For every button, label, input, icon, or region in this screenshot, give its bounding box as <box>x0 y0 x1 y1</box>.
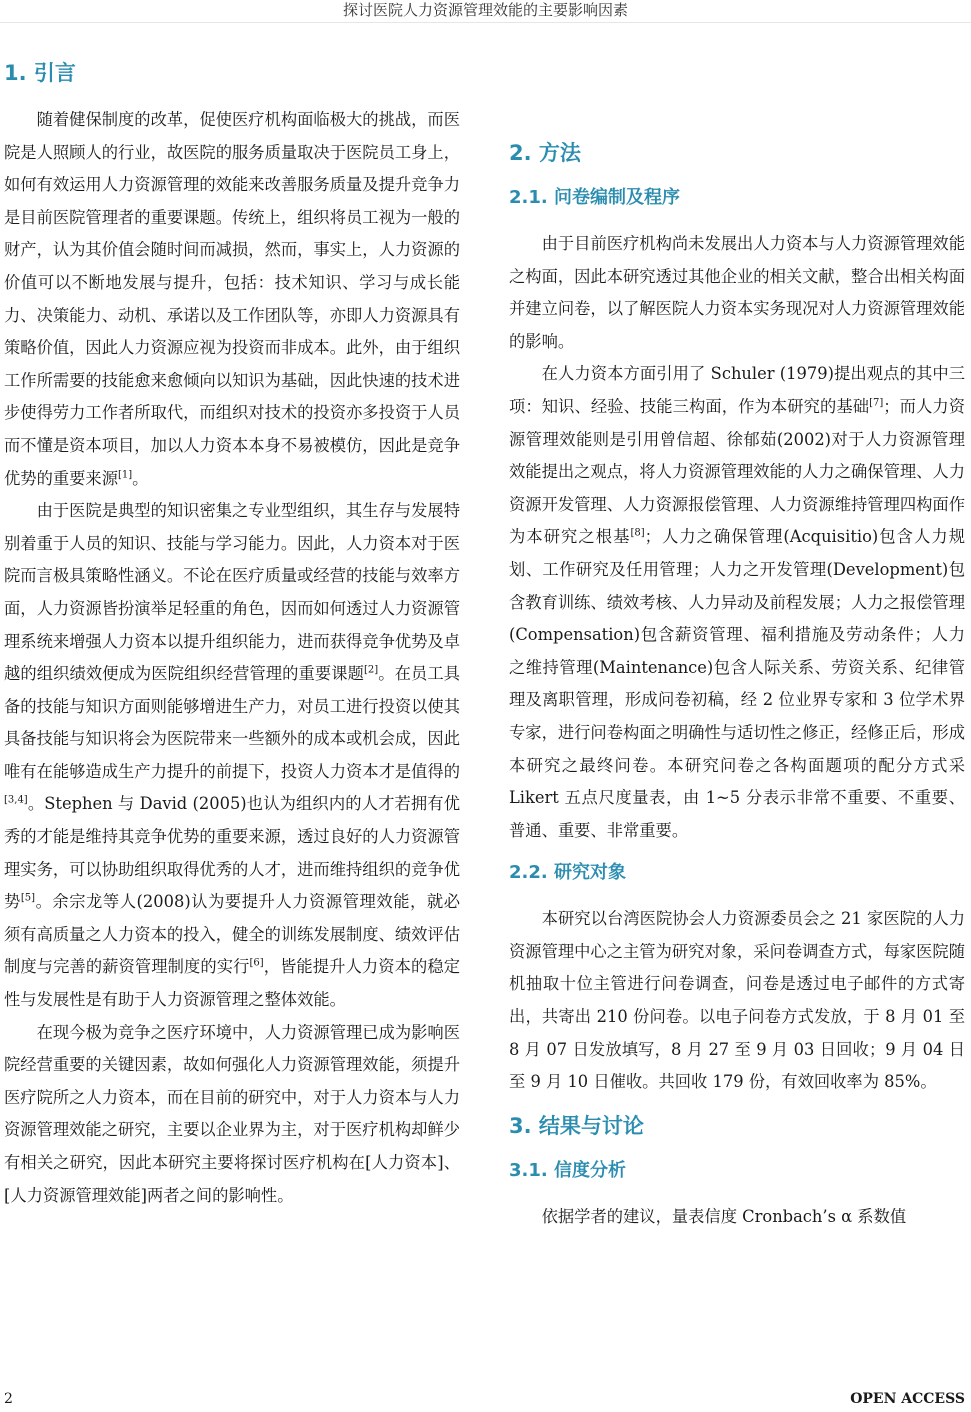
spacer <box>509 1099 965 1111</box>
running-header: 探讨医院人力资源管理效能的主要影响因素 <box>0 0 971 23</box>
intro-paragraph-2-text-b: 。在员工具备的技能与知识方面则能够增进生产力，对员工进行投资以使其具备技能与知识将会为医院带来一些额外的成本或机会成，因此唯有在能够造成生产力提升的前提下，投资人力资本才是值得的 <box>4 664 460 781</box>
citation-ref: [7] <box>869 397 884 409</box>
citation-ref: [5] <box>20 892 36 904</box>
section-heading-results: 3. 结果与讨论 <box>509 1113 644 1138</box>
left-column <box>4 58 460 1212</box>
methods-paragraph-2-text-a: 在人力资本方面引用了 Schuler (1979)提出观点的其中三项：知识、经验、技能三构面，作为本研究的基础 <box>509 364 965 416</box>
spacer <box>509 847 965 859</box>
intro-paragraph-3: 在现今极为竞争之医疗环境中，人力资源管理已成为影响医院经营重要的关键因素，故如何强化人力资源管理效能，须提升医疗院所之人力资本，而在目前的研究中，对于人力资本与人力资源管理效能之研究，主要以企业界为主，对于医疗机构却鲜少有相关之研究，因此本研究主要将探讨医疗机构在[人力资本]、[人力资源管理效能]两者之间的影响性。 <box>4 1022 460 1205</box>
right-column-content <box>509 138 965 1233</box>
paragraph-end: 。 <box>132 468 149 488</box>
methods-paragraph-2 <box>509 358 965 847</box>
page-number: 2 <box>4 1391 13 1407</box>
intro-paragraph-1-text: 随着健保制度的改革，促使医疗机构面临极大的挑战，而医院是人照顾人的行业，故医院的服务质量取决于医院员工身上，如何有效运用人力资源管理的效能来改善服务质量及提升竞争力是目前医院管理者的重要课题。传统上，组织将员工视为一般的财产，认为其价值会随时间而减损，然而，事实上，人力资源的价值可以不断地发展与提升，包括：技术知识、学习与成长能力、决策能力、动机、承诺以及工作团队等，亦即人力资源具有策略价值，因此人力资源应视为投资而非成本。此外，由于组织工作所需要的技能愈来愈倾向以知识为基础，因此快速的技术进步使得劳力工作者所取代，而组织对技术的投资亦多投资于人员而不懂是资本项目，加以人力资本本身不易被模仿，因此是竞争优势的重要来源 <box>4 110 460 488</box>
subsection-heading-subjects: 2.2. 研究对象 <box>509 862 626 884</box>
intro-paragraph-2-text-c: 。Stephen 与 David (2005)也认为组织内的人才若拥有优秀的才能是维持其竞争优势的重要来源，透过良好的人力资源管理实务，可以协助组织取得优秀的人才，进而维持组织的竞争优势 <box>4 794 460 912</box>
intro-paragraph-2-text-e: ，皆能提升人力资本的稳定性与发展性是有助于人力资源管理之整体效能。 <box>4 957 460 1010</box>
methods-paragraph-1: 由于目前医疗机构尚未发展出人力资本与人力资源管理效能之构面，因此本研究透过其他企业的相关文献，整合出相关构面并建立问卷，以了解医院人力资本实务现况对人力资源管理效能的影响。 <box>509 234 965 351</box>
methods-paragraph-2-text-b: ；而人力资源管理效能则是引用曾信超、徐郁茹(2002)对于人力资源管理效能提出之观点，将人力资源管理效能的人力之确保管理、人力资源开发管理、人力资源报偿管理、人力资源维持管理四构面作为本研究之根基 <box>509 396 965 547</box>
citation-ref: [3,4] <box>4 795 28 807</box>
subsection-heading-reliability: 3.1. 信度分析 <box>509 1159 626 1181</box>
intro-paragraph-2 <box>4 495 460 1017</box>
section-heading-methods: 2. 方法 <box>509 141 581 165</box>
citation-ref: [1] <box>117 469 133 481</box>
citation-ref: [8] <box>630 527 645 539</box>
subsection-heading-questionnaire: 2.1. 问卷编制及程序 <box>509 187 680 208</box>
intro-paragraph-1 <box>4 104 460 495</box>
citation-ref: [2] <box>364 664 379 676</box>
subjects-paragraph: 本研究以台湾医院协会人力资源委员会之 21 家医院的人力资源管理中心之主管为研究对象，采问卷调查方式，每家医院随机抽取十位主管进行问卷调查，问卷是透过电子邮件的方式寄出，共寄出 210 份问卷。以电子问卷方式发放，于 8 月 01 至 8 月 07 日发放填写，8 月 27 至 9 月 03 日回收；9 月 04 日至 9 月 10 日催收。共回收 179 份，有效回收率为 85%。 <box>509 909 965 1092</box>
intro-paragraph-2-text-a: 由于医院是典型的知识密集之专业型组织，其生存与发展特别着重于人员的知识、技能与学习能力。因此，人力资本对于医院而言极具策略性涵义。不论在医疗质量或经营的技能与效率方面，人力资源皆扮演举足轻重的角色，因而如何透过人力资源管理系统来增强人力资本以提升组织能力，进而获得竞争优势及卓越的组织绩效便成为医院组织经营管理的重要课题 <box>4 501 460 684</box>
citation-ref: [6] <box>249 958 264 970</box>
methods-paragraph-2-text-c: ；人力之确保管理(Acquisitio)包含人力规划、工作研究及任用管理；人力之开发管理(Development)包含教育训练、绩效考核、人力异动及前程发展；人力之报偿管理(Compensation)包含薪资管理、福利措施及劳动条件；人力之维持管理(Maintenance)包含人际关系、劳资关系、纪律管理及离职管理，形成问卷初稿，经 2 位业界专家和 3 位学术界专家，进行问卷构面之明确性与适切性之修正，经修正后，形成本研究之最终问卷。本研究问卷之各构面题项的配分方式采 Likert 五点尺度量表，由 1~5 分表示非常不重要、不重要、普通、重要、非常重要。 <box>509 527 965 840</box>
section-heading-introduction: 1. 引言 <box>4 61 76 85</box>
reliability-paragraph: 依据学者的建议，量表信度 Cronbach’s α 系数值 <box>541 1206 907 1226</box>
intro-paragraph-2-text-d: 。余宗龙等人(2008)认为要提升人力资源管理效能，就必须有高质量之人力资本的投入，健全的训练发展制度、绩效评估制度与完善的薪资管理制度的实行 <box>4 892 460 977</box>
open-access-label: OPEN ACCESS <box>850 1391 965 1407</box>
